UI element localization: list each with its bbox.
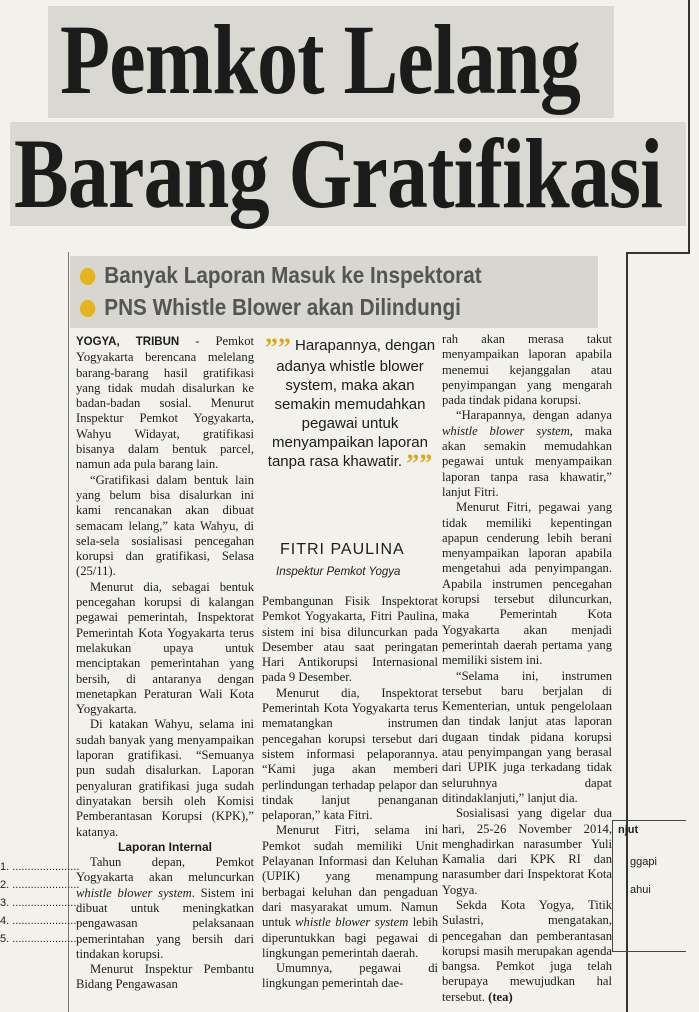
paragraph: Sekda Kota Yogya, Titik Sulastri, mengatakan, pencegahan dan pemberantasan korupsi masih merupakan agenda bangsa. Pemkot juga telah berupaya mewujudkan hal tersebut. (tea) (442, 897, 612, 1004)
article-column-2 (262, 594, 438, 992)
quote-author-role: Inspektur Pemkot Yogya (276, 566, 401, 578)
article-column-1 (76, 334, 254, 993)
paragraph: “Gratifikasi dalam bentuk lain yang belum bisa disalurkan ini kami rencanakan akan dibuat semacam lelang,” kata Wahyu, di sela-sela sosialisasi pencegahan korupsi dan gratifikasi, Selasa (25/11). (76, 472, 254, 579)
headline-line-2: Barang Gratifikasi (14, 118, 663, 229)
side-list (0, 858, 80, 948)
right-fragment-text: ggapi (630, 856, 657, 868)
right-fragment-text: ahui (630, 884, 651, 896)
dateline: YOGYA, TRIBUN (76, 336, 180, 348)
paragraph: Menurut Inspektur Pembantu Bidang Pengawasan (76, 962, 254, 992)
paragraph: Pembangunan Fisik Inspektorat Pemkot Yogyakarta, Fitri Paulina, sistem ini bisa diluncurkan pada Desember atau saat peringatan Hari Antikorupsi Internasional pada 9 Desember. (262, 594, 438, 685)
quote-open-icon: ”” (264, 333, 291, 362)
paragraph: Menurut Fitri, selama ini Pemkot sudah memiliki Unit Pelayanan Informasi dan Keluhan (UPIK) yang menampung berbagai keluhan dan pengaduan dari masyarakat umum. Namun untuk whistle blower system lebih diperuntukkan bagi pegawai di lingkungan pemerintah daerah. (262, 823, 438, 960)
section-subhead: Laporan Internal (117, 839, 212, 854)
subhead-2: PNS Whistle Blower akan Dilindungi (80, 294, 461, 321)
list-item: 2. ...................... (0, 879, 80, 891)
pull-quote-text: Harapannya, dengan adanya whistle blower system, maka akan semakin memudahkan pegawai untuk menyampaikan laporan tanpa rasa khawatir. (267, 337, 436, 470)
pull-quote (262, 333, 438, 478)
paragraph: Menurut dia, Inspektorat Pemerintah Kota Yogyakarta terus mematangkan instrumen pencegahan korupsi tersebut dari sistem informasi pelaporannya. “Kami juga akan memberi perlindungan terhadap pelapor dan tindak lanjut penanganan pelaporan,” kata Fitri. (262, 685, 438, 823)
subhead-1: Banyak Laporan Masuk ke Inspektorat (80, 262, 482, 289)
signoff: (tea) (488, 989, 513, 1004)
list-item: 5. ...................... (0, 933, 80, 945)
list-item: 1. ...................... (0, 861, 80, 873)
paragraph: Di katakan Wahyu, selama ini sudah banyak yang menyampaikan laporan gratifikasi. “Semuanya pun sudah disalurkan. Laporan penyaluran gratifikasi juga sudah dinyatakan bersih oleh Komisi Pemberantasan Korupsi (KPK),” katanya. (76, 717, 254, 839)
right-fragment-text: njut (618, 824, 639, 836)
frame-right-line (688, 0, 690, 254)
paragraph: rah akan merasa takut menyampaikan laporan apabila menemui kejanggalan atau penyimpangan yang mengarah pada tindak pidana korupsi. (442, 332, 612, 408)
quote-author-name: FITRI PAULINA (280, 541, 405, 558)
headline-line-1: Pemkot Lelang (60, 4, 581, 115)
bullet-icon (80, 268, 95, 285)
list-item: 3. ...................... (0, 897, 80, 909)
frame-top-line (626, 252, 690, 254)
paragraph: Menurut Fitri, pegawai yang tidak memiliki kepentingan apapun cenderung lebih berani menyampaikan laporan apabila mengetahui ada penyimpangan. Apabila instrumen pencegahan korupsi tersebut diluncurkan, maka Pemerintah Kota Yogyakarta akan menjadi pemerintah daerah pertama yang memiliki sistem ini. (442, 500, 612, 668)
quote-close-icon: ”” (406, 449, 433, 478)
paragraph: “Harapannya, dengan adanya whistle blower system, maka akan semakin memudahkan pegawai untuk menyampaikan laporan tanpa rasa khawatir,” lanjut Fitri. (442, 408, 612, 499)
bullet-icon (80, 300, 95, 317)
article-column-3 (442, 332, 612, 1005)
paragraph: Umumnya, pegawai di lingkungan pemerintah dae- (262, 961, 438, 991)
paragraph: “Selama ini, instrumen tersebut baru berjalan di Kementerian, untuk pengelolaan dan tindak lanjut atas laporan dugaan tindak pidana korupsi atau penyimpangan yang berasal dari UPIK juga terkadang tidak seluruhnya dapat ditindaklanjuti,” lanjut dia. (442, 668, 612, 805)
paragraph: Sosialisasi yang digelar dua hari, 25-26 November 2014, menghadirkan narasumber Yuli Kamalia dari KPK RI dan narasumber dari Inspektorat Kota Yogya. (442, 806, 612, 897)
list-item: 4. ...................... (0, 915, 80, 927)
paragraph: YOGYA, TRIBUN - Pemkot Yogyakarta berencana melelang barang-barang hasil gratifikasi yang tidak mudah disalurkan ke badan-badan sosial. Menurut Inspektur Pemkot Yogyakarta, Wahyu Widayat, gratifikasi bisanya dalam bentuk parcel, namun ada pula barang lain. (76, 334, 254, 472)
paragraph: Menurut dia, sebagai bentuk pencegahan korupsi di kalangan pegawai pemerintah, Inspektorat Pemerintah Kota Yogyakarta terus melakukan upaya untuk menciptakan pemerintahan yang bersih, di antaranya dengan menetapkan Peraturan Wali Kota Yogyakarta. (76, 579, 254, 717)
paragraph: Tahun depan, Pemkot Yogyakarta akan meluncurkan whistle blower system. Sistem ini dibuat untuk meningkatkan pengawasan pelaksanaan pemerintahan yang bersih dari tindakan korupsi. (76, 855, 255, 961)
